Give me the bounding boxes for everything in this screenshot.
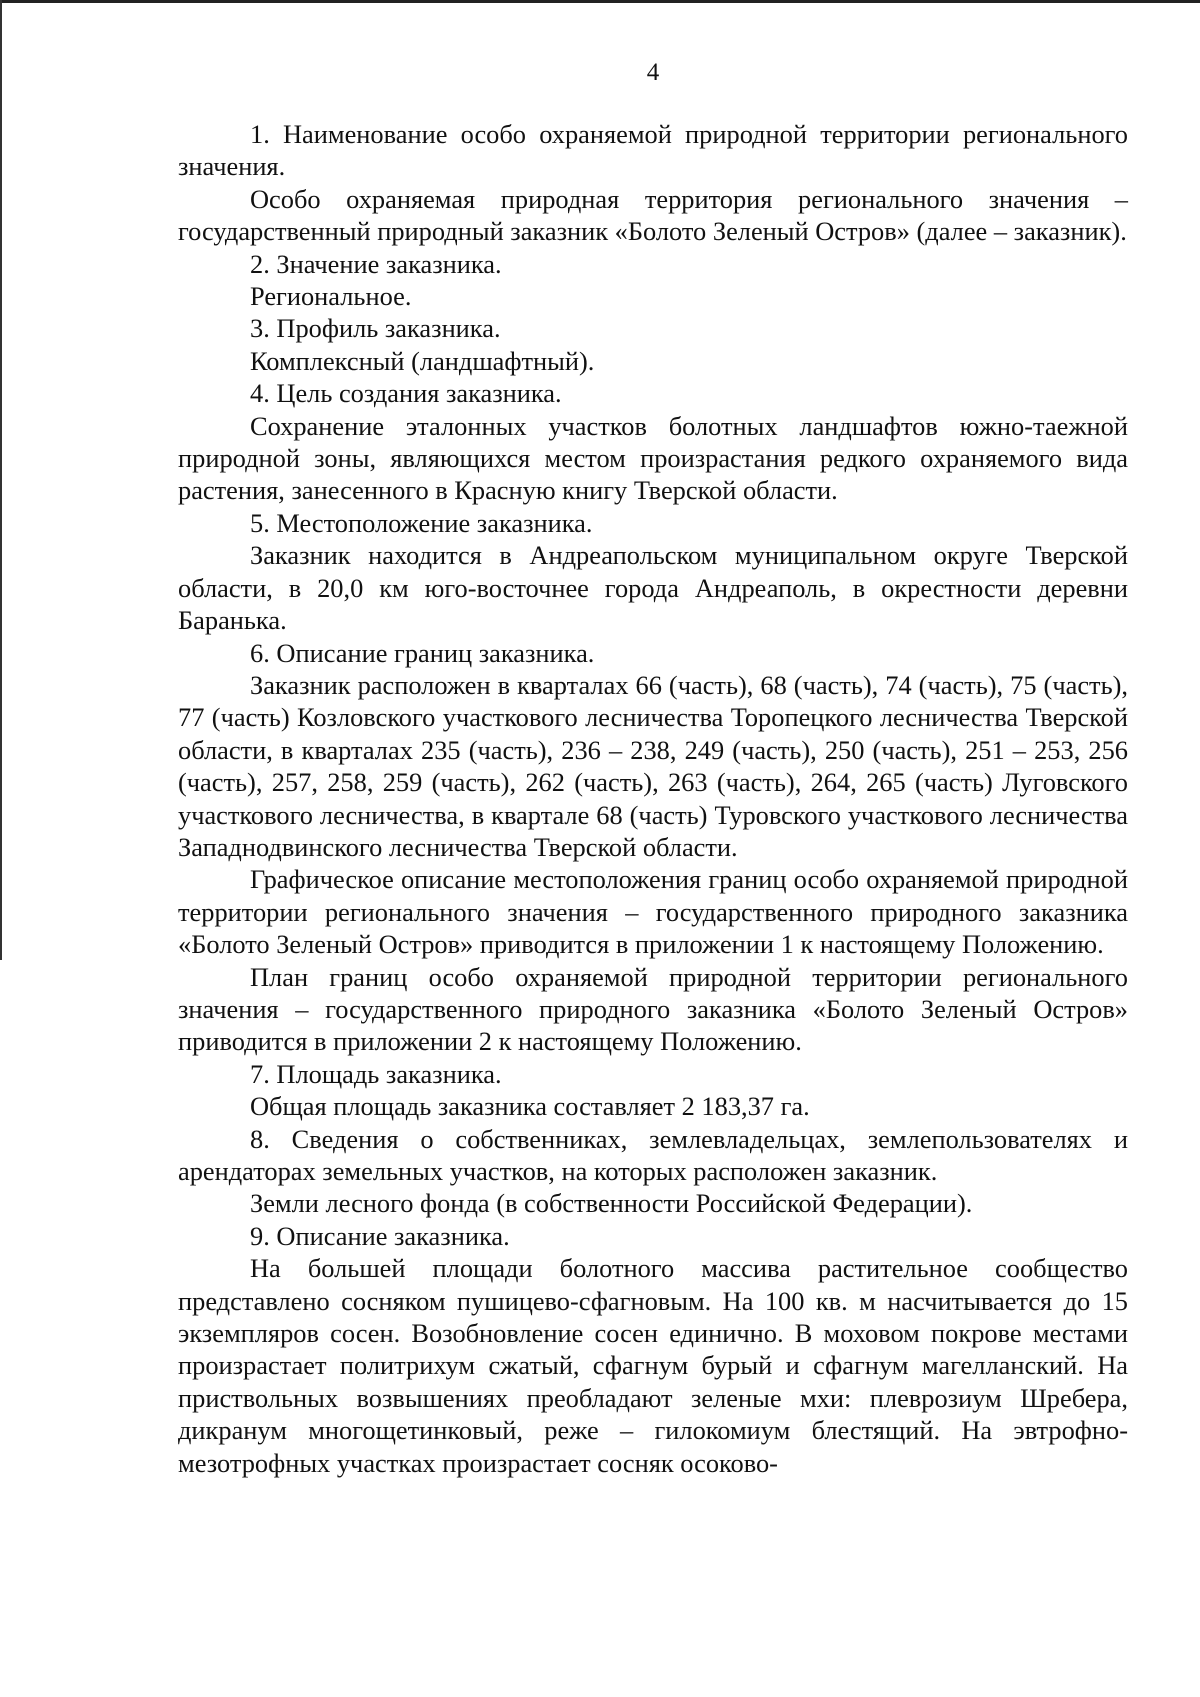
- scan-top-edge: [0, 0, 1200, 3]
- section-9-text: На большей площади болотного массива растительное сообщество представлено сосняком пушицево-сфагновым. На 100 кв. м насчитывается до 15 экземпляров сосен. Возобновление сосен единично. В моховом покрове местами произрастает политрихум сжатый, сфагнум бурый и сфагнум магелланский. На приствольных возвышениях преобладают зеленые мхи: плеврозиум Шребера, дикранум многощетинковый, реже – гилокомиум блестящий. На эвтрофно-мезотрофных участках произрастает сосняк осоково-: [178, 1253, 1128, 1478]
- section-2-heading: 2. Значение заказника.: [250, 248, 502, 279]
- section-8-text: Земли лесного фонда (в собственности Российской Федерации).: [250, 1188, 973, 1219]
- section-3-text: Комплексный (ландшафтный).: [250, 345, 595, 376]
- section-1-heading: 1. Наименование особо охраняемой природной территории регионального значения.: [178, 119, 1128, 182]
- section-6-graphic-description: Графическое описание местоположения границ особо охраняемой природной территории регионального значения – государственного природного заказника «Болото Зеленый Остров» приводится в приложении 1 к настоящему Положению.: [178, 864, 1128, 960]
- section-5-heading: 5. Местоположение заказника.: [250, 507, 593, 538]
- section-4-text: Сохранение эталонных участков болотных ландшафтов южно-таежной природной зоны, являющихся местом произрастания редкого охраняемого вида растения, занесенного в Красную книгу Тверской области.: [178, 410, 1128, 506]
- section-5-text: Заказник находится в Андреапольском муниципальном округе Тверской области, в 20,0 км юго-восточнее города Андреаполь, в окрестности деревни Баранька.: [178, 540, 1128, 636]
- document-body: [178, 118, 1128, 1479]
- section-4-heading: 4. Цель создания заказника.: [250, 378, 562, 409]
- scan-left-edge: [0, 0, 2, 960]
- section-9-heading: 9. Описание заказника.: [250, 1220, 510, 1251]
- section-6-text: Заказник расположен в кварталах 66 (часть), 68 (часть), 74 (часть), 75 (часть), 77 (часть) Козловского участкового лесничества Торопецкого лесничества Тверской области, в кварталах 235 (часть), 236 – 238, 249 (часть), 250 (часть), 251 – 253, 256 (часть), 257, 258, 259 (часть), 262 (часть), 263 (часть), 264, 265 (часть) Луговского участкового лесничества, в квартале 68 (часть) Туровского участкового лесничества Западнодвинского лесничества Тверской области.: [178, 669, 1128, 862]
- section-6-heading: 6. Описание границ заказника.: [250, 637, 595, 668]
- section-3-heading: 3. Профиль заказника.: [250, 313, 501, 344]
- section-2-text: Региональное.: [250, 281, 412, 312]
- section-6-boundary-plan: План границ особо охраняемой природной территории регионального значения – государственного природного заказника «Болото Зеленый Остров» приводится в приложении 2 к настоящему Положению.: [178, 961, 1128, 1057]
- section-7-heading: 7. Площадь заказника.: [250, 1058, 502, 1089]
- section-8-heading: 8. Сведения о собственниках, землевладельцах, землепользователях и арендаторах земельных участков, на которых расположен заказник.: [178, 1123, 1128, 1186]
- section-1-text: Особо охраняемая природная территория регионального значения – государственный природный заказник «Болото Зеленый Остров» (далее – заказник).: [178, 183, 1128, 247]
- page-number: 4: [646, 59, 660, 86]
- section-7-text: Общая площадь заказника составляет 2 183,37 га.: [250, 1091, 810, 1122]
